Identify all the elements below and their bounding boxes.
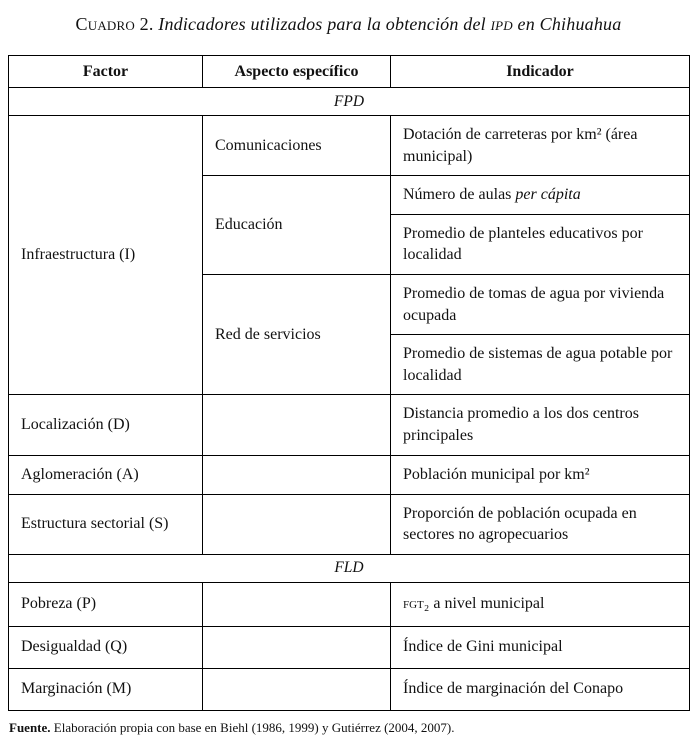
source-note-text: Elaboración propia con base en Biehl (1986, 1999) y Gutiérrez (2004, 2007). (50, 719, 455, 735)
indicator-aulas-text: Número de aulas (403, 186, 516, 204)
caption-number: Cuadro 2. (75, 14, 154, 34)
indicator-distancia: Distancia promedio a los dos centros principales (391, 395, 690, 455)
indicator-aulas (391, 176, 690, 215)
table-row (9, 455, 690, 494)
table-row (9, 494, 690, 554)
table-row (9, 395, 690, 455)
indicator-gini: Índice de Gini municipal (391, 626, 690, 668)
aspect-empty-desigualdad (203, 626, 391, 668)
section-row-fld (9, 554, 690, 582)
source-note-label: Fuente. (9, 719, 51, 735)
caption-text-1: Indicadores utilizados para la obtención del (153, 14, 491, 34)
indicator-proporcion: Proporción de población ocupada en sectores no agropecuarios (391, 494, 690, 554)
section-label-fld: FLD (9, 554, 690, 582)
col-header-aspecto: Aspecto específico (203, 56, 391, 88)
table-row (9, 668, 690, 710)
aspect-comunicaciones: Comunicaciones (203, 116, 391, 176)
indicator-conapo: Índice de marginación del Conapo (391, 668, 690, 710)
aspect-empty-aglomeracion (203, 455, 391, 494)
indicator-fgt-acronym: fgt (403, 595, 424, 613)
section-label-fpd: FPD (9, 88, 690, 116)
table-row (9, 116, 690, 176)
factor-marginacion: Marginación (M) (9, 668, 203, 710)
table-header-row (9, 56, 690, 88)
indicator-poblacion: Población municipal por km² (391, 455, 690, 494)
caption-acronym-ipd: ipd (490, 14, 513, 34)
aspect-red-servicios: Red de servicios (203, 274, 391, 394)
source-note (8, 720, 689, 737)
factor-localizacion: Localización (D) (9, 395, 203, 455)
section-row-fpd (9, 88, 690, 116)
indicators-table (8, 55, 690, 711)
table-row (9, 582, 690, 626)
factor-desigualdad: Desigualdad (Q) (9, 626, 203, 668)
table-row (9, 626, 690, 668)
factor-aglomeracion: Aglomeración (A) (9, 455, 203, 494)
indicator-fgt-text: ₂ a nivel municipal (423, 595, 545, 613)
indicator-planteles: Promedio de planteles educativos por localidad (391, 214, 690, 274)
factor-pobreza: Pobreza (P) (9, 582, 203, 626)
indicator-carreteras: Dotación de carreteras por km² (área municipal) (391, 116, 690, 176)
aspect-empty-estructura (203, 494, 391, 554)
indicator-tomas: Promedio de tomas de agua por vivienda ocupada (391, 274, 690, 334)
col-header-factor: Factor (9, 56, 203, 88)
aspect-empty-pobreza (203, 582, 391, 626)
col-header-indicador: Indicador (391, 56, 690, 88)
indicator-sistemas: Promedio de sistemas de agua potable por localidad (391, 335, 690, 395)
aspect-educacion: Educación (203, 176, 391, 275)
aspect-empty-localizacion (203, 395, 391, 455)
caption-text-2: en Chihuahua (512, 14, 622, 34)
indicator-fgt (391, 582, 690, 626)
indicator-aulas-percapita: per cápita (515, 186, 581, 204)
factor-estructura-sectorial: Estructura sectorial (S) (9, 494, 203, 554)
aspect-empty-marginacion (203, 668, 391, 710)
factor-infraestructura: Infraestructura (I) (9, 116, 203, 395)
table-caption (8, 14, 689, 35)
